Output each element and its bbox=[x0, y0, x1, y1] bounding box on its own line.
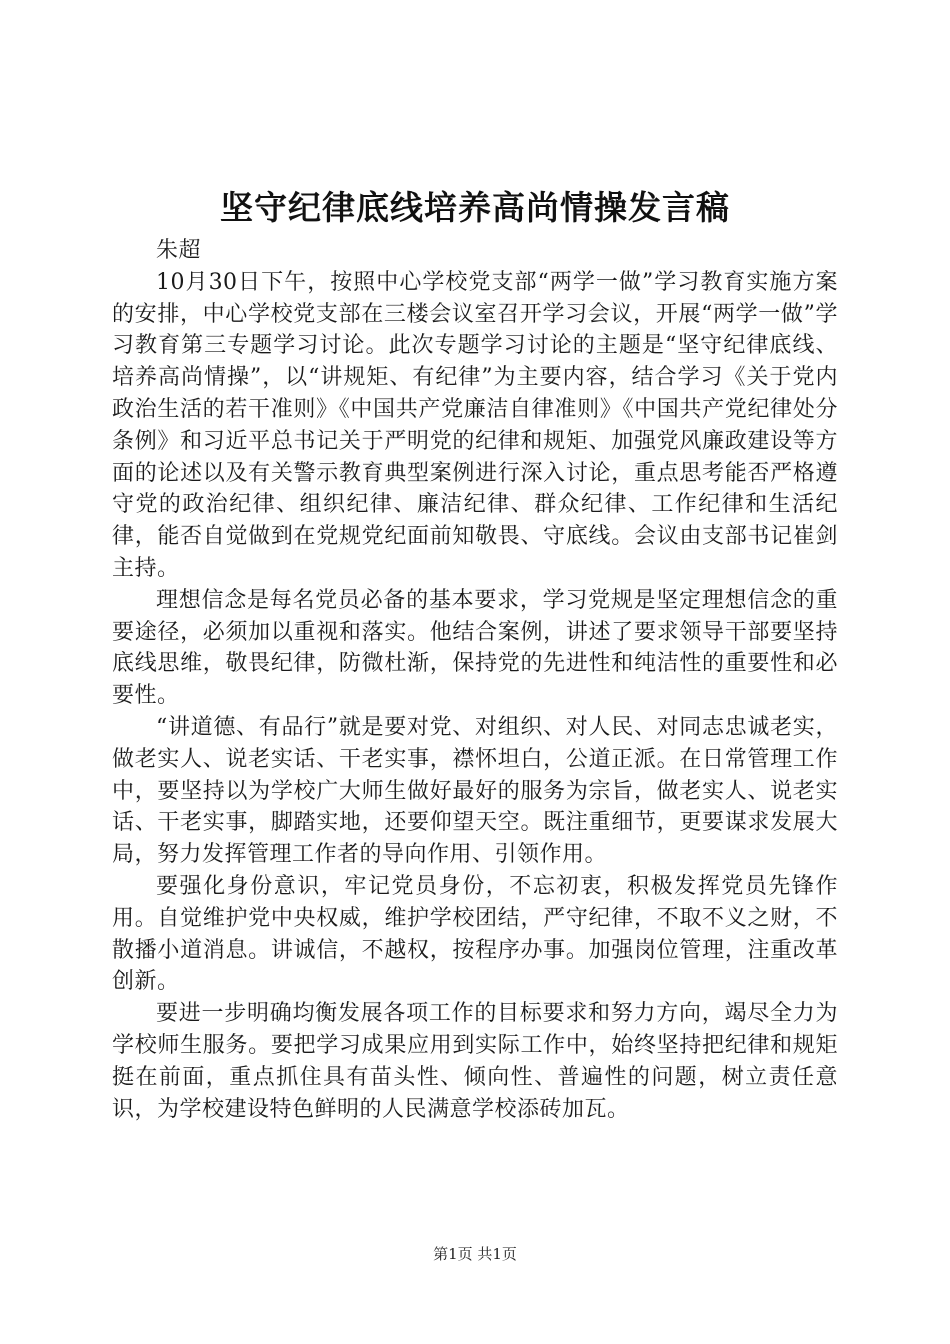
paragraph-1: 10月30日下午，按照中心学校党支部“两学一做”学习教育实施方案的安排，中心学校党支部在三楼会议室召开学习会议，开展“两学一做”学习教育第三专题学习讨论。此次专题学习讨论的主题是“坚守纪律底线、培养高尚情操”，以“讲规矩、有纪律”为主要内容，结合学习《关于党内政治生活的若干准则》《中国共产党廉洁自律准则》《中国共产党纪律处分条例》和习近平总书记关于严明党的纪律和规矩、加强党风廉政建设等方面的论述以及有关警示教育典型案例进行深入讨论，重点思考能否严格遵守党的政治纪律、组织纪律、廉洁纪律、群众纪律、工作纪律和生活纪律，能否自觉做到在党规党纪面前知敬畏、守底线。会议由支部书记崔剑主持。 bbox=[112, 269, 839, 581]
document-title: 坚守纪律底线培养高尚情操发言稿 bbox=[220, 188, 730, 227]
page-footer: 第1页 共1页 bbox=[433, 1245, 517, 1263]
paragraph-3: “讲道德、有品行”就是要对党、对组织、对人民、对同志忠诚老实，做老实人、说老实话、干老实事，襟怀坦白，公道正派。在日常管理工作中，要坚持以为学校广大师生做好最好的服务为宗旨，做老实人、说老实话、干老实事，脚踏实地，还要仰望天空。既注重细节，更要谋求发展大局，努力发挥管理工作者的导向作用、引领作用。 bbox=[112, 714, 838, 868]
author-name: 朱超 bbox=[156, 238, 202, 263]
paragraph-4: 要强化身份意识，牢记党员身份，不忘初衷，积极发挥党员先锋作用。自觉维护党中央权威，维护学校团结，严守纪律，不取不义之财，不散播小道消息。讲诚信，不越权，按程序办事。加强岗位管理，注重改革创新。 bbox=[112, 873, 838, 995]
document-body bbox=[112, 235, 838, 1125]
paragraph-2: 理想信念是每名党员必备的基本要求，学习党规是坚定理想信念的重要途径，必须加以重视和落实。他结合案例，讲述了要求领导干部要坚持底线思维，敬畏纪律，防微杜渐，保持党的先进性和纯洁性的重要性和必要性。 bbox=[112, 587, 838, 709]
paragraph-5: 要进一步明确均衡发展各项工作的目标要求和努力方向，竭尽全力为学校师生服务。要把学习成果应用到实际工作中，始终坚持把纪律和规矩挺在前面，重点抓住具有苗头性、倾向性、普遍性的问题，树立责任意识，为学校建设特色鲜明的人民满意学校添砖加瓦。 bbox=[112, 1001, 838, 1122]
